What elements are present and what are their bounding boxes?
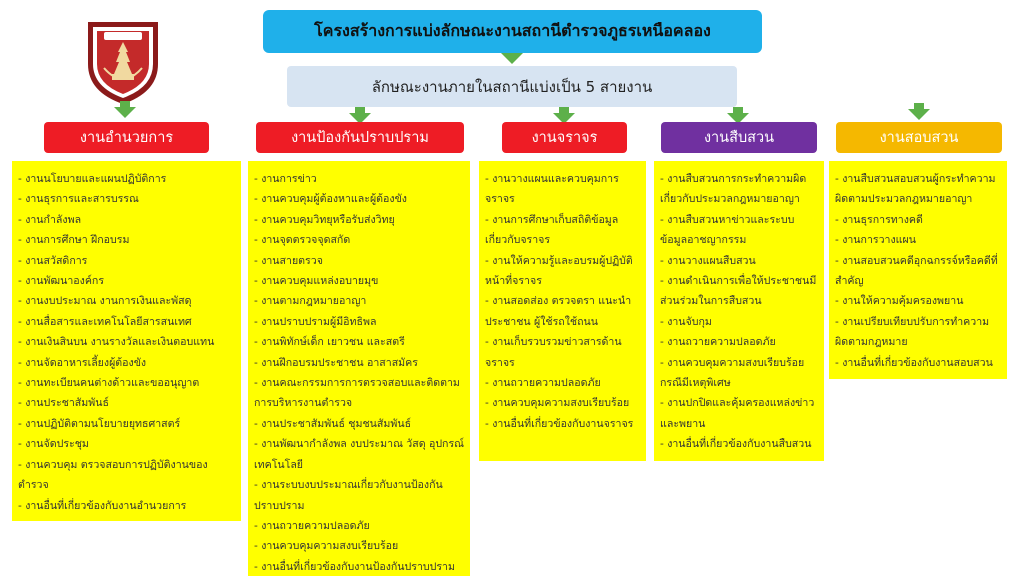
list-item: - งานประชาสัมพันธ์ (18, 397, 109, 410)
list-item: - งานควบคุมผู้ต้องหาและผู้ต้องขัง (254, 193, 407, 206)
list-item: - งานเก็บรวบรวมข่าวสารด้านจราจร (485, 336, 622, 369)
list-item: - งานสืบสวนหาข่าวและระบบข้อมูลอาชญากรรม (660, 213, 795, 247)
list-item: - งานนโยบายและแผนปฏิบัติการ (18, 173, 167, 185)
list-item: - งานทะเบียนคนต่างด้าวและขออนุญาต (18, 377, 200, 390)
list-traffic (479, 161, 646, 461)
list-item: - งานควบคุมความสงบเรียบร้อย (485, 397, 630, 410)
header-traffic (502, 122, 627, 153)
list-item: - งานการข่าว (254, 173, 317, 185)
list-item: - งานพิทักษ์เด็ก เยาวชน และสตรี (254, 336, 405, 349)
list-item: - งานควบคุมความสงบเรียบร้อยกรณีมีเหตุพิเศษ (660, 356, 805, 390)
list-item: - งานวางแผนสืบสวน (660, 254, 756, 267)
list-item: - งานสอดส่อง ตรวจตรา แนะนำประชาชน ผู้ใช้รถใช้ถนน (485, 295, 632, 328)
list-investigation (654, 161, 824, 461)
list-item: - งานวางแผนและควบคุมการจราจร (485, 173, 619, 206)
list-item: - งานสื่อสารและเทคโนโลยีสารสนเทศ (18, 315, 192, 328)
list-item: - งานสืบสวนการกระทำความผิดเกี่ยวกับประมวลกฎหมายอาญา (660, 173, 807, 206)
list-item: - งานสอบสวนคดีอุกฉกรรจ์หรือคดีที่สำคัญ (835, 254, 998, 288)
list-item: - งานจุดตรวจจุดสกัด (254, 234, 351, 247)
header-crime-prevention (256, 122, 464, 153)
police-seal-icon (82, 16, 164, 106)
list-item: - งานการศึกษาเก็บสถิติข้อมูลเกี่ยวกับจราจร (485, 213, 619, 247)
list-item: - งานงบประมาณ งานการเงินและพัสดุ (18, 295, 192, 308)
list-item: - งานให้ความรู้และอบรมผู้ปฏิบัติหน้าที่จราจร (485, 254, 633, 288)
list-administration (12, 161, 241, 521)
list-item: - งานธุรการและสารบรรณ (18, 193, 139, 206)
list-item: - งานถวายความปลอดภัย (254, 519, 370, 532)
list-item: - งานเงินสินบน งานรางวัลและเงินตอบแทน (18, 336, 215, 349)
chart-title (263, 10, 762, 53)
header-traffic-label: งานจราจร (531, 130, 598, 146)
chart-title-text: โครงสร้างการแบ่งลักษณะงานสถานีตำรวจภูธรเหนือคลอง (314, 21, 711, 40)
list-item: - งานเปรียบเทียบปรับการทำความผิดตามกฎหมาย (835, 315, 990, 349)
subtitle (287, 66, 737, 107)
list-item: - งานควบคุมแหล่งอบายมุข (254, 275, 379, 288)
arrow-down-icon (114, 101, 136, 118)
list-item: - งานปฏิบัติตามนโยบายยุทธศาสตร์ (18, 417, 181, 430)
list-item: - งานพัฒนาองค์กร (18, 275, 105, 288)
list-item: - งานการศึกษา ฝึกอบรม (18, 234, 130, 247)
list-item: - งานสืบสวนสอบสวนผู้กระทำความผิดตามประมวลกฎหมายอาญา (835, 173, 996, 206)
list-item: - งานให้ความคุ้มครองพยาน (835, 295, 964, 308)
list-item: - งานอื่นที่เกี่ยวข้องกับงานอำนวยการ (18, 499, 187, 512)
list-item: - งานกำลังพล (18, 213, 82, 226)
list-item: - งานฝึกอบรมประชาชน อาสาสมัคร (254, 356, 418, 369)
list-crime-prevention (248, 161, 470, 576)
list-item: - งานจัดอาหารเลี้ยงผู้ต้องขัง (18, 356, 147, 369)
list-item: - งานถวายความปลอดภัย (485, 377, 601, 390)
list-item: - งานอื่นที่เกี่ยวข้องกับงานป้องกันปราบปราม (254, 560, 455, 573)
list-item: - งานจับกุม (660, 315, 712, 328)
list-item: - งานดำเนินการเพื่อให้ประชาชนมีส่วนร่วมในการสืบสวน (660, 275, 817, 308)
list-item: - งานสายตรวจ (254, 254, 323, 267)
list-item: - งานอื่นที่เกี่ยวข้องกับงานจราจร (485, 417, 634, 430)
list-item: - งานควบคุม ตรวจสอบการปฏิบัติงานของตำรวจ (18, 458, 208, 492)
header-investigation (661, 122, 817, 153)
arrow-down-icon (501, 53, 523, 64)
list-item: - งานอื่นที่เกี่ยวข้องกับงานสอบสวน (835, 356, 993, 369)
list-item: - งานถวายความปลอดภัย (660, 336, 776, 349)
list-item: - งานพัฒนากำลังพล งบประมาณ วัสดุ อุปกรณ์ เทคโนโลยี (254, 438, 464, 471)
list-item: - งานปราบปรามผู้มีอิทธิพล (254, 315, 377, 328)
list-item: - งานควบคุมวิทยุหรือรับส่งวิทยุ (254, 213, 395, 226)
header-inquiry-label: งานสอบสวน (879, 130, 959, 146)
list-item: - งานควบคุมความสงบเรียบร้อย (254, 540, 399, 553)
list-item: - งานอื่นที่เกี่ยวข้องกับงานสืบสวน (660, 438, 812, 451)
list-item: - งานระบบงบประมาณเกี่ยวกับงานป้องกันปราบปราม (254, 479, 443, 512)
list-item: - งานจัดประชุม (18, 438, 89, 451)
header-administration-label: งานอำนวยการ (79, 130, 174, 146)
list-item: - งานปกปิดและคุ้มครองแหล่งข่าวและพยาน (660, 397, 815, 430)
list-item: - งานสวัสดิการ (18, 254, 88, 267)
subtitle-text: ลักษณะงานภายในสถานีแบ่งเป็น 5 สายงาน (371, 77, 653, 96)
list-item: - งานตามกฎหมายอาญา (254, 295, 367, 308)
list-item: - งานคณะกรรมการการตรวจสอบและติดตามการบริหารงานตำรวจ (254, 377, 460, 410)
header-administration (44, 122, 209, 153)
list-item: - งานธุรการทางคดี (835, 213, 923, 226)
arrow-down-icon (908, 103, 930, 120)
header-investigation-label: งานสืบสวน (703, 130, 775, 146)
header-crime-prevention-label: งานป้องกันปราบปราม (291, 130, 429, 146)
list-item: - งานประชาสัมพันธ์ ชุมชนสัมพันธ์ (254, 417, 412, 430)
list-item: - งานการวางแผน (835, 234, 916, 247)
list-inquiry (829, 161, 1007, 379)
header-inquiry (836, 122, 1002, 153)
